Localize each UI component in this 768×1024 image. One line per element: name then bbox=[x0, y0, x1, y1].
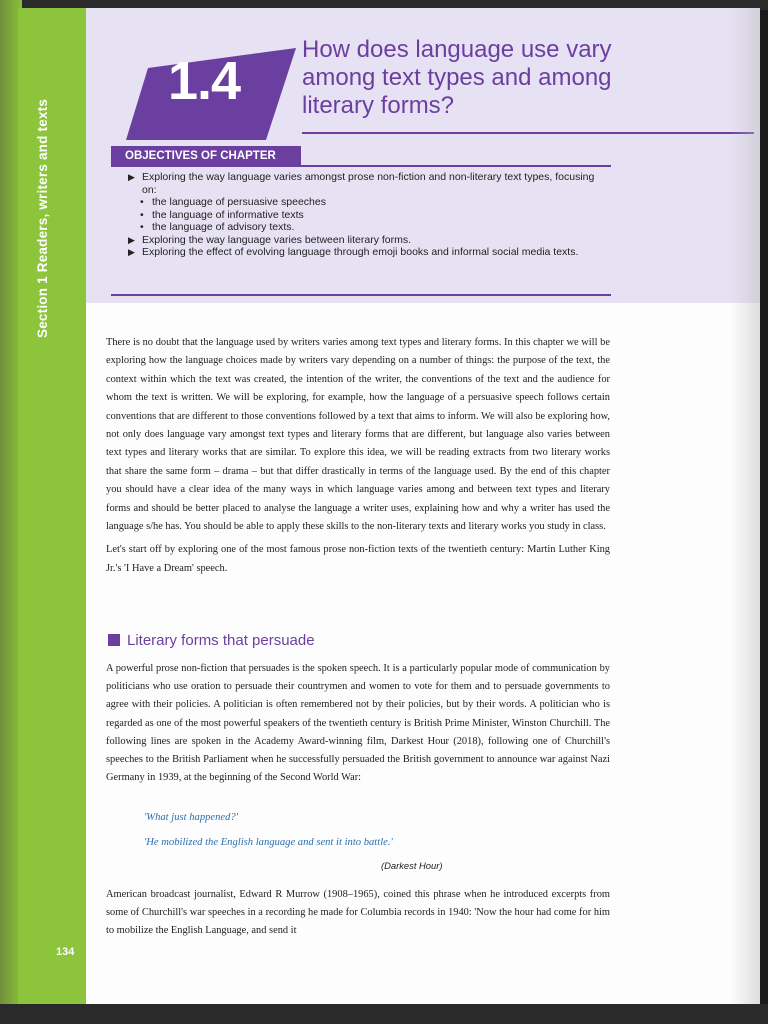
chapter-title: How does language use vary among text types and among literary forms? bbox=[302, 36, 612, 119]
closing-paragraph: American broadcast journalist, Edward R Murrow (1908–1965), coined this phrase when he introduced excerpts from some of Churchill's war speeches in a recording he made for Columbia records in 1940: 'Now the hour had come for him to mobilize the English Language, and send it bbox=[106, 889, 610, 937]
chapter-number: 1.4 bbox=[168, 51, 241, 111]
objective-subitem bbox=[128, 196, 608, 209]
dot-bullet-icon: • bbox=[140, 221, 144, 233]
arrow-bullet-icon: ▶ bbox=[128, 172, 135, 182]
quote-line: 'He mobilized the English language and sent it into battle.' bbox=[144, 837, 393, 848]
objectives-divider bbox=[111, 165, 611, 167]
objective-text: Exploring the way language varies between literary forms. bbox=[142, 233, 412, 246]
quote-source: (Darkest Hour) bbox=[381, 860, 443, 871]
scan-background-bottom bbox=[0, 1004, 768, 1024]
page-number: 134 bbox=[56, 946, 75, 958]
dot-bullet-icon: • bbox=[140, 196, 144, 208]
objective-text: Exploring the way language varies amongst prose non-fiction and non-literary text types, focusing on: bbox=[142, 171, 595, 196]
dot-bullet-icon: • bbox=[140, 208, 144, 221]
objective-item bbox=[128, 171, 608, 196]
section-heading bbox=[108, 632, 315, 649]
heading-square-icon bbox=[108, 634, 120, 646]
objective-subitem-text: the language of informative texts bbox=[152, 208, 304, 221]
arrow-bullet-icon: ▶ bbox=[128, 234, 135, 245]
section-label: Section 1 Readers, writers and texts bbox=[35, 98, 50, 338]
objectives-list bbox=[128, 171, 608, 259]
objective-item bbox=[128, 246, 608, 259]
quote-line: 'What just happened?' bbox=[144, 812, 238, 823]
textbook-page bbox=[18, 8, 760, 1006]
objectives-heading: OBJECTIVES OF CHAPTER bbox=[111, 146, 301, 167]
objective-subitem bbox=[128, 221, 608, 234]
intro-text bbox=[106, 334, 610, 583]
objective-subitem bbox=[128, 209, 608, 222]
intro-paragraph: Let's start off by exploring one of the most famous prose non-fiction texts of the twentieth century: Martin Luther King Jr.'s 'I Have a Dream' speech. bbox=[106, 544, 610, 574]
section-paragraph: A powerful prose non-fiction that persuades is the spoken speech. It is a particularly popular mode of communication by politicians who use oration to persuade their countrymen and women to vote for them and to persuade governments to agree with their policies. A politician is often remembered not by their policies, but by their words. A politician who is regarded as one of the most powerful speakers of the twentieth century is British Prime Minister, Winston Churchill. The following lines are spoken in the Academy Award-winning film, Darkest Hour (2018), following one of Churchill's speeches to the British Parliament when he successfully persuaded the British government to announce war against Nazi Germany in 1939, at the beginning of the Second World War: bbox=[106, 663, 610, 784]
intro-paragraph: There is no doubt that the language used by writers varies among text types and literary forms. In this chapter we will be exploring how the language choices made by writers vary depending on a number of things: the purpose of the text, the context within which the text was created, the intention of the writer, the conventions of the text and the audience for whom the text is written. We will be exploring, for example, how the language of a persuasive speech follows certain conventions that are different to those conventions followed by a text that aims to inform. We will also be exploring how, not only does language vary amongst text types and literary forms that are different, but language also varies between text types and literary works that are similar. To explore this idea, we will be reading extracts from two literary works that share the same form – drama – but that differ drastically in terms of the language used. By the end of this chapter you should have a clear idea of the many ways in which language varies among and between text types and literary forms and should be better placed to analyse the language a writer uses, explaining how and why a writer has used the language s/he has. You should be able to apply these skills to the non-literary texts and literary works you study in class. bbox=[106, 337, 610, 533]
section-heading-text: Literary forms that persuade bbox=[127, 632, 315, 649]
arrow-bullet-icon: ▶ bbox=[128, 247, 135, 257]
objective-item bbox=[128, 234, 608, 247]
objective-text: Exploring the effect of evolving language through emoji books and informal social media texts. bbox=[142, 246, 579, 258]
objective-subitem-text: the language of advisory texts. bbox=[152, 221, 295, 233]
objectives-bottom-divider bbox=[111, 294, 611, 296]
title-divider bbox=[302, 132, 754, 134]
chapter-number-badge bbox=[126, 48, 296, 140]
section-side-band bbox=[18, 8, 86, 1006]
objective-subitem-text: the language of persuasive speeches bbox=[152, 196, 326, 208]
